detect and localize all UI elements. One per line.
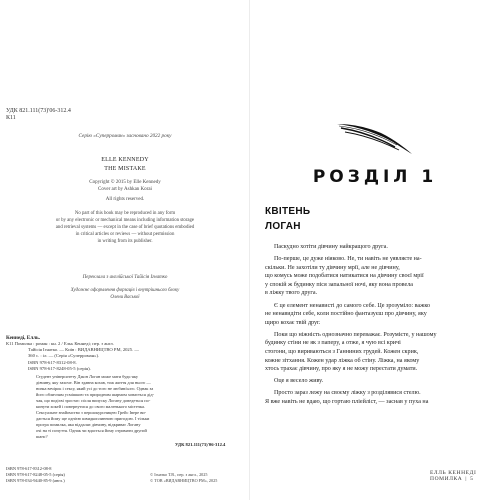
paragraph-line: хтось трахає дівчину, про яку я не можу перестати думати.	[265, 366, 418, 373]
paragraph-line: Просто зараз лежу на своєму ліжку з розділявися стелю.	[274, 390, 421, 397]
chapter-title: РОЗДІЛ 1	[312, 167, 438, 187]
annotation-line: дається йому ще однією швидкоплинною пригодою. І тільки	[36, 416, 150, 422]
chapter-narrator: ЛОГАН	[265, 221, 301, 232]
chapter-body	[265, 243, 497, 407]
udk-block	[6, 108, 71, 122]
annotation-line: його обличчям усмішкою та природним шармом ховається дід-	[36, 392, 155, 398]
catalog-isbn: ISBN 978-617-8248-05-5 (серія).	[28, 365, 91, 371]
catalog-isbn: ISBN 978-617-8312-08-8.	[28, 359, 77, 365]
brush-stroke-ornament	[335, 120, 415, 156]
catalog-record	[6, 335, 244, 440]
chapter-month: КВІТЕНЬ	[265, 206, 311, 217]
copyright-line: Copyright © 2015 by Elle Kennedy	[89, 180, 161, 185]
paragraph-line: Паскудно хотіти дівчину найкращого друга.	[274, 244, 388, 250]
rights-line: in writing from its publisher.	[97, 239, 153, 244]
page-number: 5	[470, 476, 474, 482]
catalog-udk-code: УДК 821.111(73)'06-312.4	[175, 442, 226, 447]
paragraph-line: Є це елемент ненависті до самого себе. Це зрозуміло: важко	[274, 302, 431, 309]
annotation-line: програ помилка, яка віддаляє дівчину, відкриває Логану	[36, 422, 141, 428]
paragraph-line: Я вже навіть не вдаю, що гортаю пліейліст, — заснав у пуха на	[265, 399, 429, 405]
paragraph-line: По-перше, це дуже ніяково. Не, ти навіть не уявляєте на-	[274, 256, 422, 263]
paragraph-line: що комусь може подобатися натикатися на дівчину своєї мрії	[265, 273, 424, 280]
catalog-annotation	[6, 374, 244, 440]
rights-line: and retrieval systems — except in the case of brief quotations embodied	[55, 225, 195, 230]
paragraph-line: щиро кохає твій друг.	[265, 319, 321, 326]
cover-art-credit: Cover art by Ashkan Korai	[98, 187, 152, 192]
translation-copyright	[150, 472, 217, 484]
annotation-line: чая, що водієві зростає: після випуску Логану доведеться по-	[36, 398, 151, 404]
rights-reserved: All rights reserved.	[105, 197, 145, 202]
annotation-line: кинути хокей і повернутися до свого маленького містечка.	[36, 404, 146, 410]
annotation-line: шанс?	[36, 434, 48, 440]
paragraph-line: Поки що ніжність однозначно переважає. Розумієте, у нашому	[274, 331, 437, 338]
paragraph-line: Оце я весело живу.	[274, 378, 324, 385]
right-page-chapter	[250, 0, 500, 500]
paragraph-line: будинку стіни не як з паперу, а отже, я чую всі кричі	[265, 340, 401, 347]
catalog-line: Тайісія Ігнатко. — Київ : ВИДАВНИЦТВО РМ, 2025. —	[28, 347, 139, 353]
copyright-entry: © Ігнатко Т.В., пер. з англ., 2025	[150, 472, 208, 477]
isbn-list	[6, 466, 65, 484]
annotation-line: Сексуальне знайомство з першокурсницею Грейс Івере ви-	[36, 410, 147, 416]
copyright-entry: © ТОВ «ВИДАВНИЦТВО РМ», 2025	[150, 477, 218, 483]
design-credit	[0, 288, 250, 301]
annotation-line: очі на ті почуття. Однак чи вдасться йому отримати другий	[36, 428, 147, 434]
paragraph-line: скільки. Не захотіли ту дівчину мрії, але не дівчину,	[265, 264, 400, 271]
designer-name: Олени Васької	[110, 294, 140, 300]
isbn-entry: ISBN 978-617-8312-08-8	[6, 466, 52, 471]
translator-credit: Переклала з англійської Тайісія Ігнатко	[82, 275, 168, 280]
original-title: THE MISTAKE	[104, 166, 146, 172]
paragraph-line: кожне зітхання. Кожен удар ліжка об стіну. Ліжка, на якому	[265, 357, 420, 364]
paragraph-line: у спокій ж будинку піся запальної ночі, яку вона провела	[265, 281, 413, 288]
footer-separator: |	[465, 476, 468, 482]
series-note: Серію «Суперроман» засновано 2022 року	[78, 133, 172, 139]
catalog-heading: Кеннеді, Елль.	[6, 335, 41, 341]
paragraph-line: стогони, що вириваються з Ганниних грудей. Кожен скрик,	[265, 349, 419, 356]
isbn-entry: ISBN 978-617-8248-05-5 (серія)	[6, 472, 65, 477]
isbn-entry: ISBN 978-034-9440-85-9 (англ.)	[6, 478, 65, 483]
annotation-line: Студент університету Джон Логан може мати будь-яку	[36, 374, 139, 380]
original-author: ELLE KENNEDY	[101, 157, 149, 163]
rights-line: in critical articles or reviews — without permission	[75, 232, 175, 237]
paragraph-line: в ліжку твого друга.	[265, 290, 318, 297]
running-header-text: ЕЛЛЬ КЕННЕДІ ПОМИЛКА	[430, 470, 477, 482]
author-mark: К11	[6, 115, 16, 121]
udk-code: УДК 821.111(73)'06-312.4	[6, 108, 71, 114]
rights-line: or by any electronic or mechanical means including information storage	[55, 218, 195, 223]
design-line: Художнє оформлення форзаців і внутрішнього блоку	[70, 288, 180, 293]
annotation-line: низка вечірок і сексу, який усі до того не любив/ього. Однак за	[36, 386, 154, 392]
annotation-line: дівчину, яку захоче. Він здавна кохав, тож життя для нього —	[36, 380, 151, 386]
paragraph-line: не ненавидіти себе, коли постійно фантазуєш про дівчину, яку	[265, 311, 427, 318]
rights-line: No part of this book may be reproduced in any form	[74, 211, 176, 216]
running-footer	[430, 470, 500, 482]
rights-statement	[0, 210, 250, 245]
catalog-line: 360 с. : іл. — (Серія «Суперроман»).	[28, 353, 100, 359]
catalog-line: К11 Помилка : роман : кн. 2 / Ельь Кеннеді; пер. з англ.	[6, 341, 114, 346]
